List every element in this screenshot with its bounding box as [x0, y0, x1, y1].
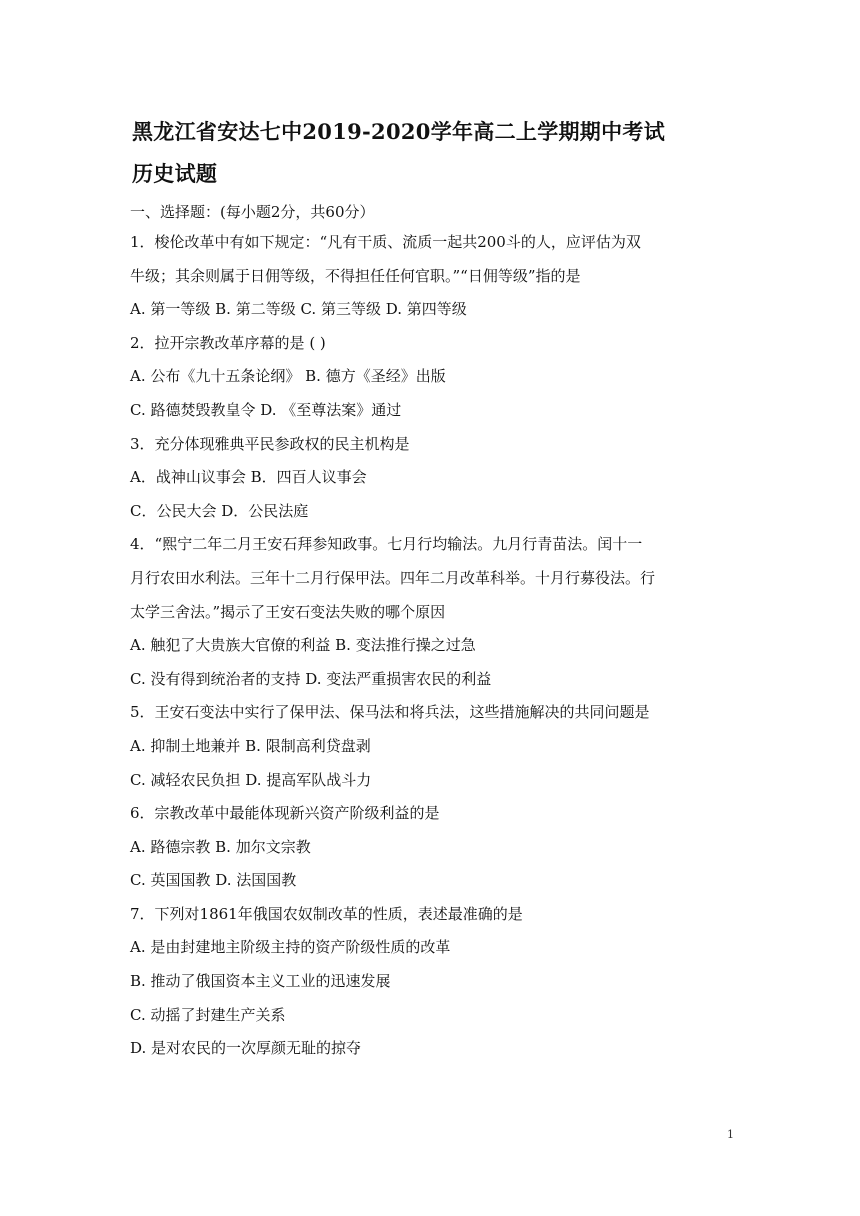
question-7: [130, 898, 730, 1066]
option-row: C. 英国国教 D. 法国国教: [130, 871, 297, 890]
question-stem-line: 3．充分体现雅典平民参政权的民主机构是: [130, 434, 410, 453]
option-row: A. 抑制土地兼并 B. 限制高利贷盘剥: [130, 736, 371, 755]
option-row: A. 公布《九十五条论纲》 B. 德方《圣经》出版: [130, 367, 446, 386]
question-2: [130, 327, 730, 428]
option-row: A. 路德宗教 B. 加尔文宗教: [130, 837, 311, 856]
section-heading: 一、选择题：(每小题2分，共60分）: [130, 203, 375, 221]
question-stem-line: 5．王安石变法中实行了保甲法、保马法和将兵法，这些措施解决的共同问题是: [130, 703, 650, 722]
question-list: [130, 201, 730, 1066]
question-stem-line: 7．下列对1861年俄国农奴制改革的性质，表述最准确的是: [130, 904, 523, 923]
document-title: 黑龙江省安达七中2019-2020学年高二上学期期中考试: [132, 119, 666, 144]
question-stem-line: 太学三舍法。”揭示了王安石变法失败的哪个原因: [130, 602, 446, 621]
question-stem-line: 月行农田水利法。三年十二月行保甲法。四年二月改革科举。十月行募役法。行: [130, 568, 656, 587]
question-4: [130, 528, 730, 696]
question-3: [130, 428, 730, 529]
question-6: [130, 797, 730, 898]
question-5: [130, 696, 730, 797]
option-row: B. 推动了俄国资本主义工业的迅速发展: [130, 972, 391, 991]
option-row: C. 动摇了封建生产关系: [130, 1005, 286, 1024]
option-row: C. 减轻农民负担 D. 提高军队战斗力: [130, 770, 372, 789]
option-row: D. 是对农民的一次厚颜无耻的掠夺: [130, 1039, 362, 1058]
option-row: A．战神山议事会 B．四百人议事会: [130, 468, 367, 487]
option-row: A. 触犯了大贵族大官僚的利益 B. 变法推行操之过急: [130, 636, 476, 655]
option-row: C. 路德焚毁教皇令 D. 《至尊法案》通过: [130, 400, 402, 419]
option-row: A. 第一等级 B. 第二等级 C. 第三等级 D. 第四等级: [130, 300, 467, 319]
document-subtitle: 历史试题: [132, 161, 218, 186]
page-number: 1: [727, 1128, 734, 1141]
option-row: C. 没有得到统治者的支持 D. 变法严重损害农民的利益: [130, 669, 492, 688]
option-row: C．公民大会 D．公民法庭: [130, 501, 309, 520]
option-row: A. 是由封建地主阶级主持的资产阶级性质的改革: [130, 938, 451, 957]
question-stem-line: 2．拉开宗教改革序幕的是 ( ): [130, 333, 326, 352]
question-1: [130, 226, 730, 327]
question-stem-line: 4．“熙宁二年二月王安石拜参知政事。七月行均输法。九月行青苗法。闰十一: [130, 535, 643, 554]
question-stem-line: 牛级；其余则属于日佣等级，不得担任任何官职。”“日佣等级”指的是: [130, 266, 581, 285]
question-stem-line: 6．宗教改革中最能体现新兴资产阶级利益的是: [130, 804, 440, 823]
question-stem-line: 1．梭伦改革中有如下规定：“凡有干质、流质一起共200斗的人，应评估为双: [130, 233, 641, 251]
